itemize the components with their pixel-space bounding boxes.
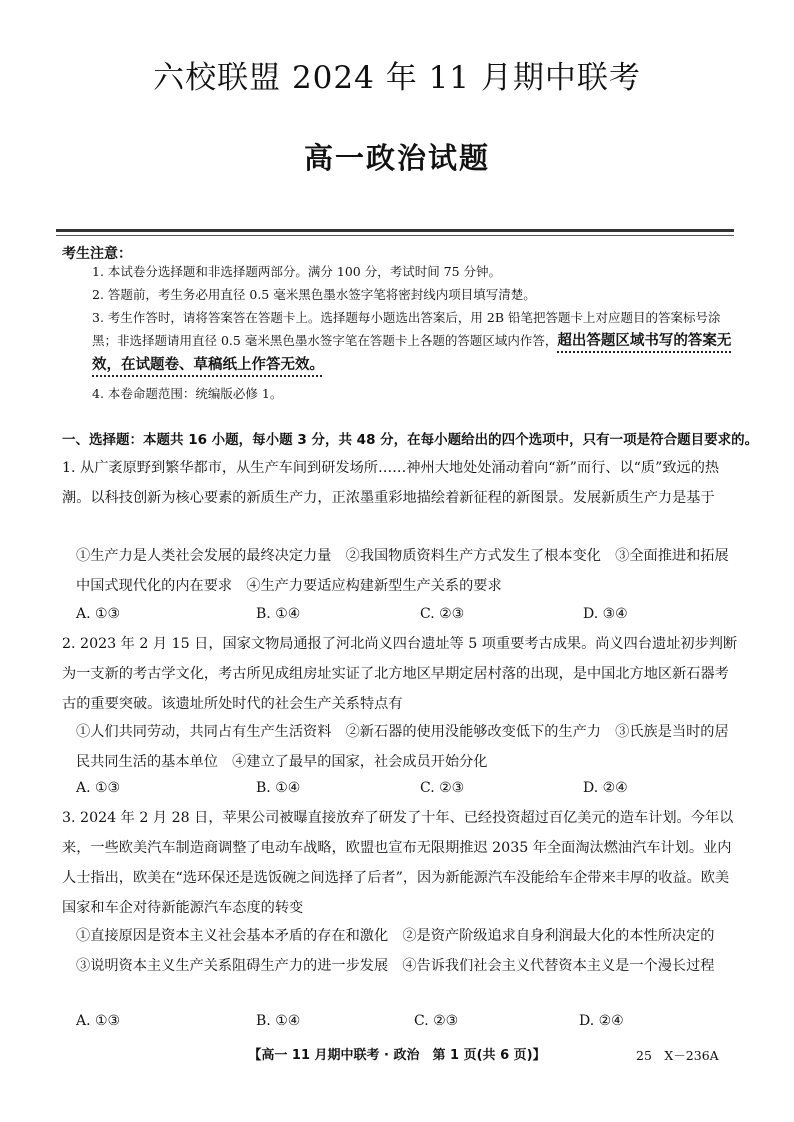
paper-code: 25 X－236A [636,1048,719,1063]
question-3-statements: ①直接原因是资本主义社会基本矛盾的存在和激化 ②是资产阶级追求自身利润最大化的本性所决定的 ③说明资本主义生产关系阻碍生产力的进一步发展 ④告诉我们社会主义代替资本主义是一个漫长过程 [76,928,729,974]
notice-item-3 [92,306,742,377]
option-a: A. ①③ [76,780,121,796]
question-1-stem: 1. 从广袤原野到繁华都市，从生产车间到研发场所……神州大地处处涌动着向“新”而行、以“质”致远的热潮。以科技创新为核心要素的新质生产力，正浓墨重彩地描绘着新征程的新图景。发展新质生产力是基于 [62,460,720,506]
option-a: A. ①③ [76,1013,121,1029]
option-c: C. ②③ [420,606,465,622]
option-d: D. ②④ [583,780,628,796]
option-d: D. ②④ [579,1013,624,1029]
option-d: D. ③④ [583,606,628,622]
question-2-options [76,780,742,804]
question-1-options [76,606,742,630]
question-2-stem: 2. 2023 年 2 月 15 日，国家文物局通报了河北尚义四台遗址等 5 项重要考古成果。尚义四台遗址初步判断为一支新的考古学文化，考古所见成组房址实证了北方地区早期定居村落的出现，是中国北方地区新石器考古的重要突破。该遗址所处时代的社会生产关系特点有 [62,636,738,712]
option-c: C. ②③ [420,780,465,796]
section-heading: 一、选择题：本题共 16 小题，每小题 3 分，共 48 分，在每小题给出的四个选项中，只有一项是符合题目要求的。 [62,432,759,448]
subject-title: 高一政治试题 [303,141,490,175]
option-b: B. ①④ [256,606,301,622]
notice-item-2: 2. 答题前，考生务必用直径 0.5 毫米黑色墨水签字笔将密封线内项目填写清楚。 [92,287,536,302]
notice-item-4: 4. 本卷命题范围：统编版必修 1。 [92,386,283,401]
option-b: B. ①④ [256,780,301,796]
notice-item-3-text: 3. 考生作答时，请将答案答在答题卡上。选择题每小题选出答案后，用 2B 铅笔把答题卡上对应题目的答案标号涂黑；非选择题请用直径 0.5 毫米黑色墨水签字笔在答题卡上各题的答题区域内作答， [92,310,721,348]
question-2-statements: ①人们共同劳动，共同占有生产生活资料 ②新石器的使用没能够改变低下的生产力 ③氏族是当时的居民共同生活的基本单位 ④建立了最早的国家，社会成员开始分化 [76,724,729,770]
question-1-statements: ①生产力是人类社会发展的最终决定力量 ②我国物质资料生产方式发生了根本变化 ③全面推进和拓展中国式现代化的内在要求 ④生产力要适应构建新型生产关系的要求 [76,548,729,594]
header-rule-thick [56,229,734,232]
notice-emphasis: 超出答题区域书写的答案无效，在试题卷、草稿纸上作答无效。 [92,333,732,373]
notice-heading: 考生注意： [62,246,132,262]
question-3-options [76,1013,742,1037]
header-rule-thin [56,235,734,236]
question-3-stem: 3. 2024 年 2 月 28 日，苹果公司被曝直接放弃了研发了十年、已经投资超过百亿美元的造车计划。今年以来，一些欧美汽车制造商调整了电动车战略，欧盟也宣布无限期推迟 2035 年全面淘汰燃油汽车计划。业内人士指出，欧美在“选环保还是选饭碗之间选择了后者”，因为新能源汽车没能给车企带来丰厚的收益。欧美国家和车企对待新能源汽车态度的转变 [62,810,734,916]
option-c: C. ②③ [414,1013,459,1029]
exam-title: 六校联盟 2024 年 11 月期中联考 [153,60,641,96]
option-b: B. ①④ [256,1013,301,1029]
footer-text: 【高一 11 月期中联考 · 政治 第 1 页(共 6 页)】 [248,1048,546,1063]
option-a: A. ①③ [76,606,121,622]
notice-item-1: 1. 本试卷分选择题和非选择题两部分。满分 100 分，考试时间 75 分钟。 [92,264,502,279]
